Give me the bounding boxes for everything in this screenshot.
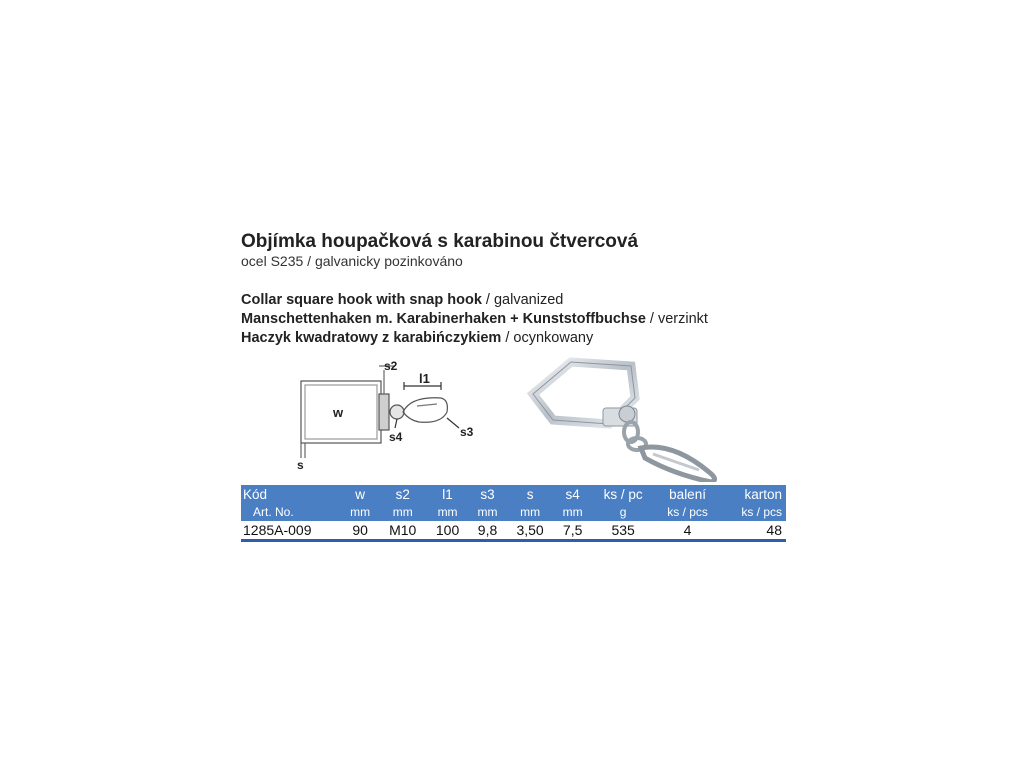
header-cell: w bbox=[341, 485, 379, 503]
product-photo bbox=[523, 354, 743, 482]
translation-finish: / ocynkowany bbox=[501, 330, 594, 346]
units-cell: mm bbox=[554, 503, 592, 521]
translation-name: Manschettenhaken m. Karabinerhaken + Kunststoffbuchse bbox=[241, 311, 646, 327]
translation-finish: / galvanized bbox=[481, 292, 564, 308]
eye-ring bbox=[390, 405, 404, 419]
translations-block bbox=[241, 291, 786, 348]
translation-de bbox=[241, 310, 786, 329]
table-units-row bbox=[241, 503, 786, 521]
label-l1: l1 bbox=[419, 371, 430, 386]
table-cell: 48 bbox=[720, 521, 786, 541]
snap-hook-photo bbox=[641, 447, 715, 482]
units-cell: mm bbox=[341, 503, 379, 521]
product-sheet bbox=[241, 230, 786, 482]
figures bbox=[241, 354, 786, 482]
units-cell: ks / pcs bbox=[655, 503, 721, 521]
table-cell: 3,50 bbox=[506, 521, 553, 541]
bolt-head bbox=[379, 394, 389, 430]
spec-table bbox=[241, 485, 786, 542]
header-cell: l1 bbox=[426, 485, 468, 503]
translation-name: Haczyk kwadratowy z karabińczykiem bbox=[241, 330, 502, 346]
header-cell: Kód bbox=[241, 485, 341, 503]
technical-drawing bbox=[291, 356, 491, 476]
units-cell: mm bbox=[379, 503, 426, 521]
label-s4: s4 bbox=[389, 430, 403, 444]
table-cell: 4 bbox=[655, 521, 721, 541]
product-title: Objímka houpačková s karabinou čtvercová bbox=[241, 231, 639, 252]
units-cell: g bbox=[592, 503, 655, 521]
table-header-row bbox=[241, 485, 786, 503]
translation-name: Collar square hook with snap hook bbox=[241, 292, 482, 308]
table-cell: 90 bbox=[341, 521, 379, 541]
units-cell: Art. No. bbox=[241, 503, 341, 521]
snap-hook bbox=[403, 398, 447, 423]
table-cell: 535 bbox=[592, 521, 655, 541]
header-cell: ks / pc bbox=[592, 485, 655, 503]
header-cell: s3 bbox=[469, 485, 507, 503]
label-s: s bbox=[297, 458, 304, 472]
table-cell: 9,8 bbox=[469, 521, 507, 541]
header-cell: balení bbox=[655, 485, 721, 503]
units-cell: mm bbox=[506, 503, 553, 521]
product-subtitle: ocel S235 / galvanicky pozinkováno bbox=[241, 253, 463, 269]
label-w: w bbox=[333, 405, 344, 420]
units-cell: mm bbox=[426, 503, 468, 521]
table-cell: 1285A-009 bbox=[241, 521, 341, 541]
header-cell: karton bbox=[720, 485, 786, 503]
table-row bbox=[241, 521, 786, 541]
translation-pl bbox=[241, 329, 786, 348]
label-s3: s3 bbox=[460, 425, 474, 439]
header-cell: s2 bbox=[379, 485, 426, 503]
translation-finish: / verzinkt bbox=[645, 311, 708, 327]
units-cell: ks / pcs bbox=[720, 503, 786, 521]
translation-en bbox=[241, 291, 786, 310]
label-s2: s2 bbox=[384, 359, 398, 373]
header-cell: s bbox=[506, 485, 553, 503]
units-cell: mm bbox=[469, 503, 507, 521]
header-cell: s4 bbox=[554, 485, 592, 503]
table-cell: 7,5 bbox=[554, 521, 592, 541]
table-cell: 100 bbox=[426, 521, 468, 541]
table-cell: M10 bbox=[379, 521, 426, 541]
